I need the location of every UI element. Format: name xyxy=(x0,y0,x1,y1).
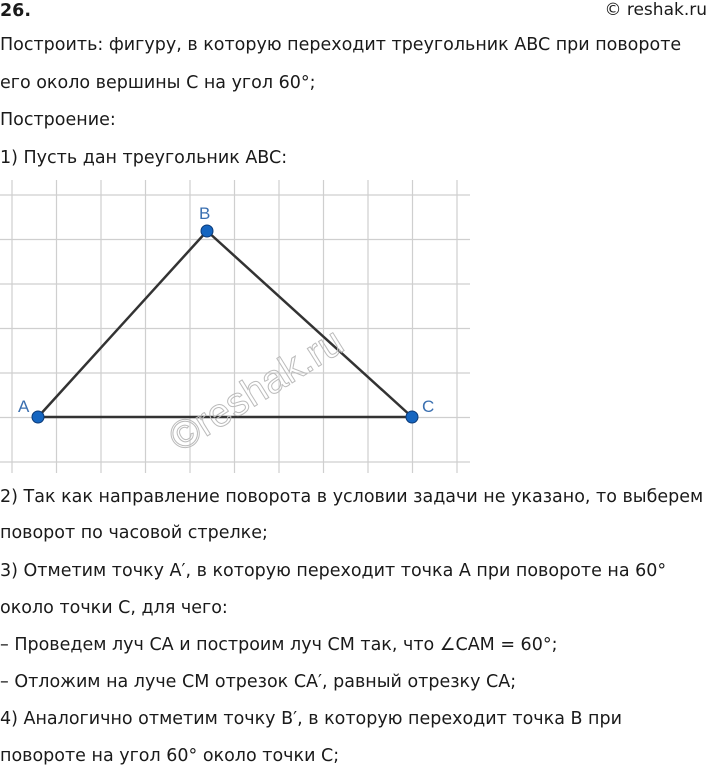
triangle-figure xyxy=(0,178,480,478)
label-b: B xyxy=(199,204,211,223)
point-a xyxy=(32,411,44,423)
point-b xyxy=(201,225,213,237)
text-line: – Проведем луч CA и построим луч CM так, что ∠CAM = 60°; xyxy=(0,635,558,655)
site-watermark: © reshak.ru xyxy=(604,0,707,20)
text-line: около точки C, для чего: xyxy=(0,598,228,618)
label-a: A xyxy=(18,397,30,416)
text-line: Построить: фигуру, в которую переходит треугольник ABC при повороте xyxy=(0,35,682,55)
text-line: 3) Отметим точку A′, в которую переходит точка A при повороте на 60° xyxy=(0,561,667,581)
text-line: повороте на угол 60° около точки C; xyxy=(0,746,340,766)
figure-watermark: ©reshak.ru xyxy=(161,319,352,461)
text-line: его около вершины C на угол 60°; xyxy=(0,73,316,93)
text-line: Построение: xyxy=(0,110,116,130)
text-line: поворот по часовой стрелке; xyxy=(0,523,268,543)
task-number: 26. xyxy=(0,1,32,21)
text-line: 4) Аналогично отметим точку B′, в которую переходит точка B при xyxy=(0,709,622,729)
text-line: 1) Пусть дан треугольник ABC: xyxy=(0,148,288,168)
label-c: C xyxy=(422,397,435,416)
point-c xyxy=(406,411,418,423)
side-ab xyxy=(38,231,207,417)
text-line: 2) Так как направление поворота в условии задачи не указано, то выберем xyxy=(0,487,704,507)
text-line: – Отложим на луче CM отрезок CA′, равный отрезку CA; xyxy=(0,672,517,692)
